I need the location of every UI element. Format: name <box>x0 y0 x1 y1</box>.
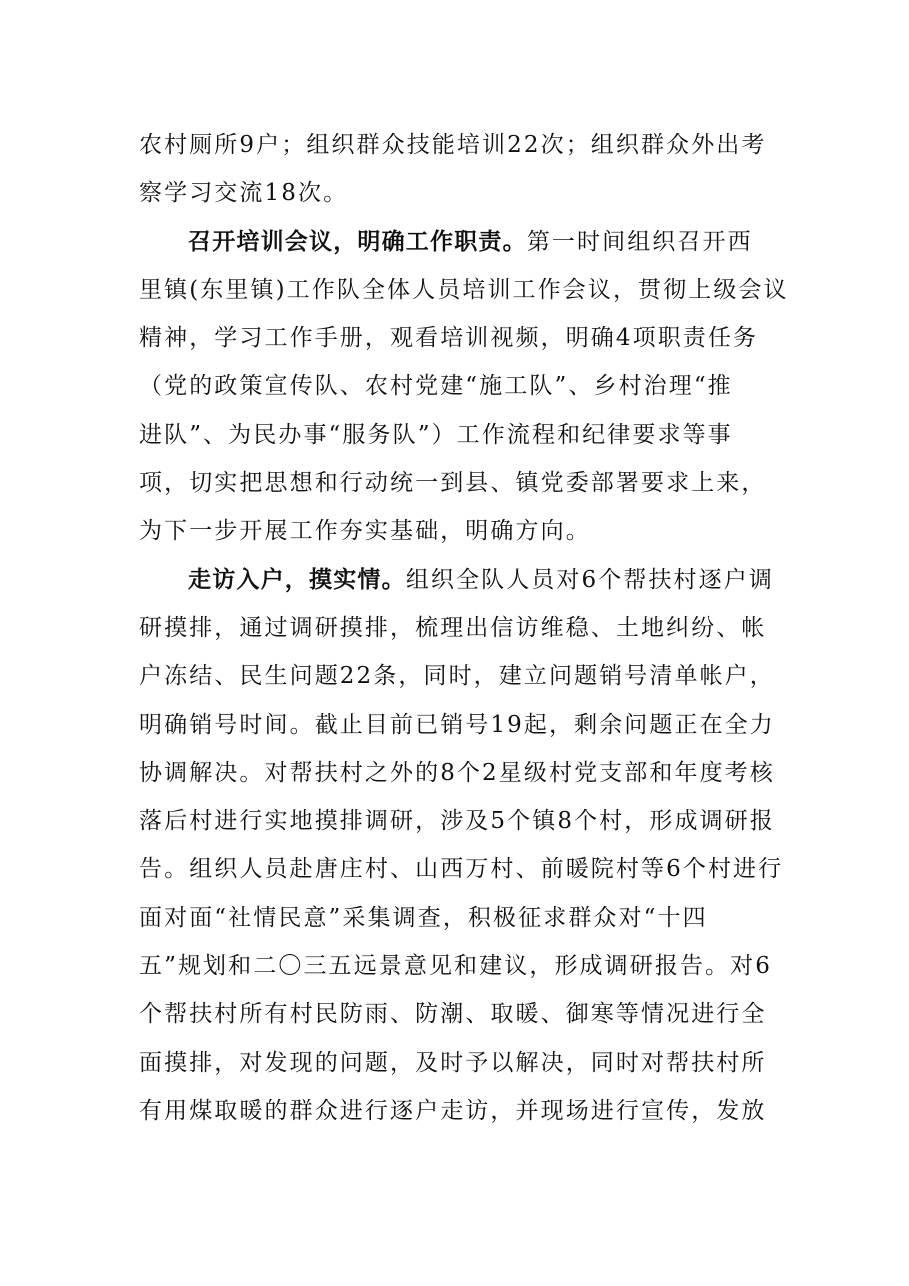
text-line: 五”规划和二〇三五远景意见和建议，形成调研报告。对6 <box>139 953 772 980</box>
text-line <box>139 218 779 266</box>
text-line: 协调解决。对帮扶村之外的8个2星级村党支部和年度考核 <box>139 759 775 786</box>
text-line <box>139 556 779 604</box>
text-line: 为下一步开展工作夯实基础，明确方向。 <box>139 518 591 545</box>
text-line: 个帮扶村所有村民防雨、防潮、取暖、御寒等情况进行全 <box>139 1001 767 1028</box>
text-line: 里镇(东里镇)工作队全体人员培训工作会议，贯彻上级会议 <box>139 276 789 303</box>
document-body <box>139 121 789 1135</box>
text-line: 精神，学习工作手册，观看培训视频，明确4项职责任务 <box>139 325 759 352</box>
text-line: 面摸排，对发现的问题，及时予以解决，同时对帮扶村所 <box>139 1049 767 1076</box>
paragraph <box>139 556 784 1136</box>
text-line: 研摸排，通过调研摸排，梳理出信访维稳、土地纠纷、帐 <box>139 614 767 641</box>
text-line: 面对面“社情民意”采集调查，积极征求群众对“十四 <box>139 904 708 931</box>
text-span: 第一时间组织召开西 <box>526 228 753 255</box>
text-line: 项，切实把思想和行动统一到县、镇党委部署要求上来， <box>139 470 767 497</box>
text-span: 组织全队人员对6个帮扶村逐户调 <box>405 566 774 593</box>
section-heading: 走访入户，摸实情。 <box>188 566 406 593</box>
text-line: 有用煤取暖的群众进行逐户走访，并现场进行宣传，发放 <box>139 1097 767 1124</box>
text-line: 农村厕所9户；组织群众技能培训22次；组织群众外出考 <box>139 132 767 158</box>
paragraph <box>139 121 779 218</box>
section-heading: 召开培训会议，明确工作职责。 <box>188 228 527 255</box>
text-line: 户冻结、民生问题22条，同时，建立问题销号清单帐户， <box>139 663 775 690</box>
text-line: （党的政策宣传队、农村党建“施工队”、乡村治理“推 <box>139 373 733 400</box>
text-line: 明确销号时间。截止目前已销号19起，剩余问题正在全力 <box>139 711 775 738</box>
text-line: 察学习交流18次。 <box>139 180 349 207</box>
text-line: 告。组织人员赴唐庄村、山西万村、前暖院村等6个村进行 <box>139 856 784 883</box>
text-line: 落后村进行实地摸排调研，涉及5个镇8个村，形成调研报 <box>139 808 775 835</box>
paragraph <box>139 218 789 556</box>
text-line: 进队”、为民办事“服务队”）工作流程和纪律要求等事 <box>139 421 733 448</box>
